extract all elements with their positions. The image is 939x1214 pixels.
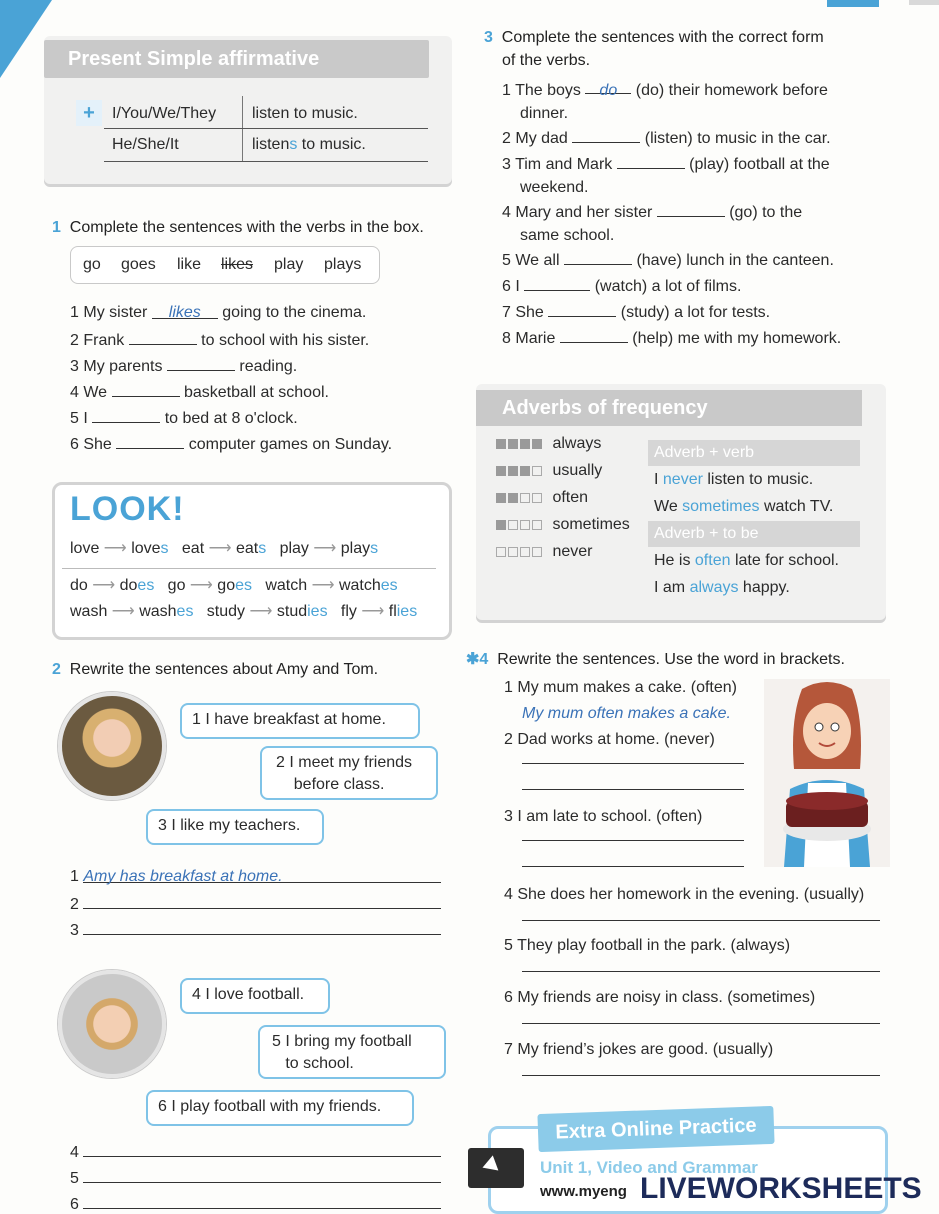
- grammar-verb-1: listen to music.: [252, 105, 358, 122]
- box-word: like: [177, 256, 202, 273]
- grammar-box-header: [44, 40, 429, 78]
- eye-shape: [831, 723, 839, 731]
- arrow-icon: ⟶: [245, 603, 277, 620]
- answer-blank[interactable]: likes: [152, 304, 218, 319]
- ex1-sentence: 5 I to bed at 8 o'clock.: [70, 410, 298, 427]
- arrow-icon: ⟶: [185, 577, 218, 594]
- frequency-scale-row: never: [496, 543, 592, 561]
- ex1-sentence: 3 My parents reading.: [70, 358, 298, 375]
- adverbs-box-header: [476, 390, 862, 426]
- frequency-square: [520, 493, 530, 503]
- frequency-bar: [496, 435, 548, 453]
- eye-shape: [815, 723, 823, 731]
- answer-blank[interactable]: [524, 276, 590, 291]
- frequency-square: [520, 520, 530, 530]
- arrow-icon: ⟶: [107, 603, 140, 620]
- table-divider: [104, 161, 428, 162]
- adverb-example: I am always happy.: [654, 579, 790, 596]
- box-word: go: [83, 256, 101, 273]
- frequency-square: [532, 520, 542, 530]
- speech-bubble: 4 I love football.: [180, 978, 330, 1014]
- ex3-sentence: 4 Mary and her sister (go) to the same school.: [502, 204, 803, 244]
- answer-blank[interactable]: [129, 330, 197, 345]
- answer-blank[interactable]: [83, 1142, 441, 1157]
- ex3-sentence: 6 I (watch) a lot of films.: [502, 278, 742, 295]
- ex3-sentence: 1 The boys do (do) their homework before dinner.: [502, 79, 828, 125]
- frequency-square: [496, 493, 506, 503]
- plus-icon: +: [76, 100, 102, 126]
- arrow-icon: ⟶: [87, 577, 120, 594]
- answer-blank[interactable]: [83, 1168, 441, 1183]
- frequency-bar: [496, 516, 548, 534]
- ex3-sentence: 2 My dad (listen) to music in the car.: [502, 130, 831, 147]
- grammar-title: Present Simple affirmative: [68, 48, 320, 70]
- ex3-sentence: 8 Marie (help) me with my homework.: [502, 330, 842, 347]
- look-row: do ⟶ does go ⟶ goes watch ⟶ watches: [70, 577, 398, 594]
- ex1-sentence: 1 My sister likes going to the cinema.: [70, 304, 367, 321]
- ex1-heading: 1 Complete the sentences with the verbs in the box.: [52, 219, 424, 236]
- frequency-scale-row: sometimes: [496, 516, 630, 534]
- box-word-crossed: likes: [221, 256, 254, 273]
- speech-bubble: 3 I like my teachers.: [146, 809, 324, 845]
- answer-blank[interactable]: [522, 1075, 880, 1076]
- frequency-square: [496, 547, 506, 557]
- cake-top-shape: [786, 792, 868, 810]
- arrow-icon: ⟶: [356, 603, 389, 620]
- frequency-square: [520, 466, 530, 476]
- arrow-icon: ⟶: [99, 540, 132, 557]
- ex4-item: 5 They play football in the park. (always): [504, 937, 791, 954]
- answer-blank[interactable]: [522, 840, 744, 841]
- adverbs-title: Adverbs of frequency: [502, 397, 708, 419]
- adverb-example: He is often late for school.: [654, 552, 839, 569]
- answer-blank[interactable]: [83, 894, 441, 909]
- grammar-subject-2: He/She/It: [112, 136, 179, 153]
- frequency-scale-row: usually: [496, 462, 602, 480]
- arrow-icon: ⟶: [308, 540, 341, 557]
- tom-photo: [58, 970, 166, 1078]
- answer-blank[interactable]: [522, 971, 880, 972]
- answer-blank[interactable]: [83, 920, 441, 935]
- face-shape: [803, 703, 851, 759]
- ex3-sentence: 3 Tim and Mark (play) football at the weekend.: [502, 156, 830, 196]
- frequency-square: [532, 439, 542, 449]
- corner-decoration: [909, 0, 939, 5]
- adverb-example: We sometimes watch TV.: [654, 498, 834, 515]
- frequency-square: [496, 466, 506, 476]
- adverb-example: I never listen to music.: [654, 471, 814, 488]
- answer-blank[interactable]: [617, 154, 685, 169]
- ex4-heading: ✱4 Rewrite the sentences. Use the word in brackets.: [466, 651, 845, 668]
- arrow-icon: ⟶: [307, 577, 339, 594]
- answer-blank[interactable]: [167, 356, 235, 371]
- ex2-answer-line: 1 Amy has breakfast at home.: [70, 868, 441, 886]
- ex1-sentence: 2 Frank to school with his sister.: [70, 332, 370, 349]
- ex4-answer[interactable]: My mum often makes a cake.: [522, 705, 731, 722]
- ex3-sentence: 5 We all (have) lunch in the canteen.: [502, 252, 834, 269]
- ex4-item: 7 My friend’s jokes are good. (usually): [504, 1041, 774, 1058]
- frequency-square: [508, 466, 518, 476]
- box-word: plays: [324, 256, 362, 273]
- adverb-be-heading: Adverb + to be: [648, 521, 860, 547]
- corner-decoration: [827, 0, 879, 7]
- ex2-answer-line: 4: [70, 1142, 441, 1162]
- frequency-square: [520, 547, 530, 557]
- frequency-square: [532, 466, 542, 476]
- answer-blank[interactable]: [560, 328, 628, 343]
- look-title: LOOK!: [70, 490, 185, 528]
- grammar-subject-1: I/You/We/They: [112, 105, 217, 122]
- answer-blank[interactable]: [116, 434, 184, 449]
- table-divider: [242, 96, 243, 162]
- answer-blank[interactable]: [548, 302, 616, 317]
- speech-bubble: 1 I have breakfast at home.: [180, 703, 420, 739]
- extra-practice-unit: Unit 1, Video and Grammar: [540, 1158, 758, 1177]
- frequency-square: [496, 439, 506, 449]
- extra-practice-title: Extra Online Practice: [537, 1106, 774, 1152]
- frequency-square: [532, 493, 542, 503]
- ex4-item: 2 Dad works at home. (never): [504, 731, 715, 748]
- word-box: [70, 246, 380, 284]
- arrow-icon: ⟶: [204, 540, 236, 557]
- box-word: play: [274, 256, 304, 273]
- watermark: LIVEWORKSHEETS: [640, 1172, 922, 1205]
- frequency-bar: [496, 489, 548, 507]
- answer-blank[interactable]: [92, 408, 160, 423]
- ex3-heading: 3 Complete the sentences with the correct form of the verbs.: [484, 29, 824, 69]
- answer-blank[interactable]: [572, 128, 640, 143]
- box-word: goes: [121, 256, 156, 273]
- look-divider: [62, 568, 436, 569]
- ex2-answer-line: 5: [70, 1168, 441, 1188]
- frequency-square: [508, 520, 518, 530]
- frequency-scale-row: often: [496, 489, 588, 507]
- look-row: wash ⟶ washes study ⟶ studies fly ⟶ flies: [70, 603, 418, 620]
- grammar-verb-2: listens to music.: [252, 136, 366, 153]
- look-row: love ⟶ loves eat ⟶ eats play ⟶ plays: [70, 540, 379, 557]
- frequency-square: [496, 520, 506, 530]
- table-divider: [104, 128, 428, 129]
- speech-bubble: 2 I meet my friends before class.: [260, 746, 438, 800]
- extra-practice-url[interactable]: www.myeng: [540, 1183, 627, 1200]
- ex2-answer-line: 6: [70, 1194, 441, 1214]
- answer-blank[interactable]: do: [585, 79, 631, 94]
- ex2-answer-line: 3: [70, 920, 441, 940]
- answer-blank[interactable]: [522, 763, 744, 764]
- answer-blank[interactable]: [522, 866, 744, 867]
- ex4-item: 6 My friends are noisy in class. (sometimes): [504, 989, 816, 1006]
- answer-blank[interactable]: [522, 789, 744, 790]
- frequency-scale-row: always: [496, 435, 601, 453]
- amy-photo: [58, 692, 166, 800]
- frequency-bar: [496, 462, 548, 480]
- ex1-sentence: 6 She computer games on Sunday.: [70, 436, 393, 453]
- ex4-item: 4 She does her homework in the evening. (usually): [504, 886, 865, 903]
- answer-blank[interactable]: [83, 1194, 441, 1209]
- frequency-square: [508, 493, 518, 503]
- ex1-sentence: 4 We basketball at school.: [70, 384, 329, 401]
- frequency-bar: [496, 543, 548, 561]
- laptop-icon: [468, 1148, 524, 1188]
- answer-blank[interactable]: [657, 202, 725, 217]
- adverb-verb-heading: Adverb + verb: [648, 440, 860, 466]
- answer-blank[interactable]: Amy has breakfast at home.: [83, 868, 441, 883]
- mum-with-cake-illustration: [764, 679, 890, 867]
- answer-blank[interactable]: [564, 250, 632, 265]
- answer-blank[interactable]: [112, 382, 180, 397]
- ex4-item: 3 I am late to school. (often): [504, 808, 703, 825]
- frequency-square: [520, 439, 530, 449]
- frequency-square: [508, 547, 518, 557]
- ex2-answer-line: 2: [70, 894, 441, 914]
- ex4-item: 1 My mum makes a cake. (often): [504, 679, 737, 696]
- answer-blank[interactable]: [522, 920, 880, 921]
- ex2-heading: 2 Rewrite the sentences about Amy and Tom.: [52, 661, 379, 678]
- speech-bubble: 6 I play football with my friends.: [146, 1090, 414, 1126]
- frequency-square: [508, 439, 518, 449]
- answer-blank[interactable]: [522, 1023, 880, 1024]
- frequency-square: [532, 547, 542, 557]
- ex3-sentence: 7 She (study) a lot for tests.: [502, 304, 771, 321]
- speech-bubble: 5 I bring my football to school.: [258, 1025, 446, 1079]
